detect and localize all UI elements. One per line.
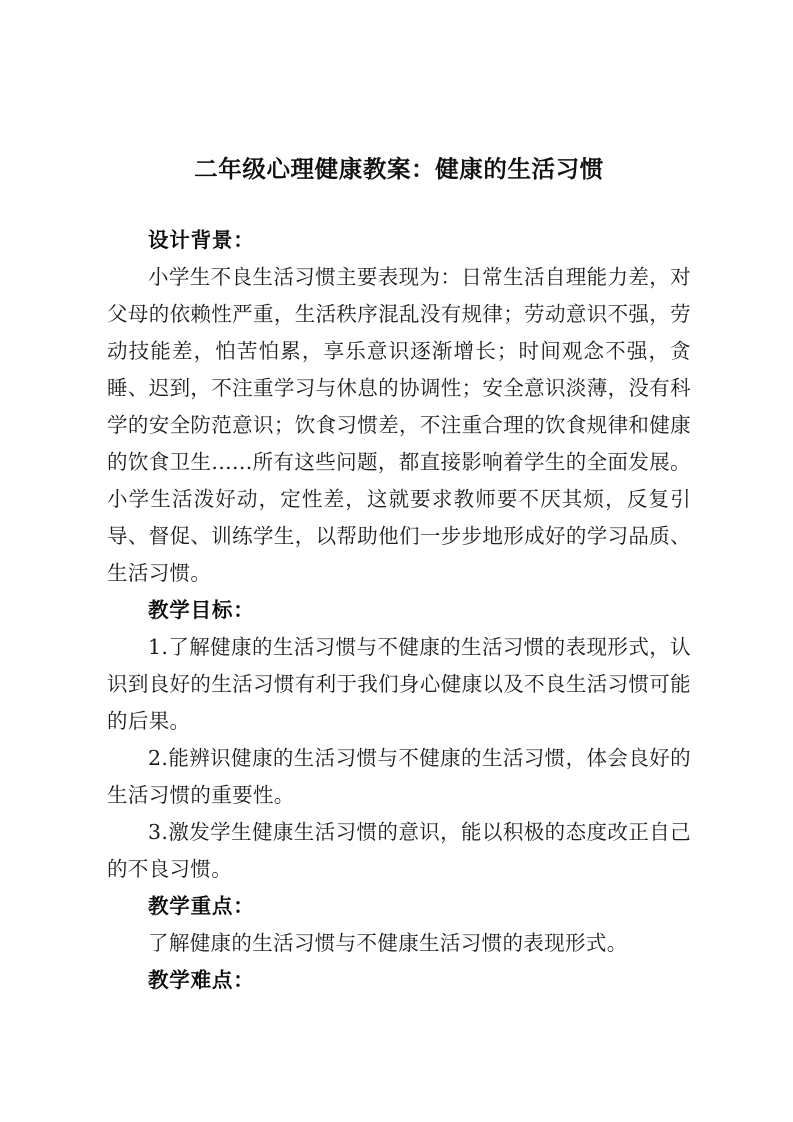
paragraph-teaching-focus: 了解健康的生活习惯与不健康生活习惯的表现形式。: [148, 931, 628, 955]
document-body: [107, 222, 691, 999]
section-heading-teaching-difficulty: 教学难点：: [148, 968, 255, 992]
section-heading-teaching-focus: 教学重点：: [148, 894, 255, 918]
objective-item-3: 3.激发学生健康生活习惯的意识，能以积极的态度改正自己的不良习惯。: [107, 820, 691, 881]
paragraph-design-background: 小学生不良生活习惯主要表现为：日常生活自理能力差，对父母的依赖性严重，生活秩序混乱没有规律；劳动意识不强，劳动技能差，怕苦怕累，享乐意识逐渐增长；时间观念不强，贪睡、迟到，不注重学习与休息的协调性；安全意识淡薄，没有科学的安全防范意识；饮食习惯差，不注重合理的饮食规律和健康的饮食卫生......所有这些问题，都直接影响着学生的全面发展。小学生活泼好动，定性差，这就要求教师要不厌其烦，反复引导、督促、训练学生，以帮助他们一步步地形成好的学习品质、生活习惯。: [107, 265, 691, 585]
section-heading-teaching-objectives: 教学目标：: [148, 598, 255, 622]
document-content: [107, 0, 691, 999]
objective-item-2: 2.能辨识健康的生活习惯与不健康的生活习惯，体会良好的生活习惯的重要性。: [107, 746, 691, 807]
page-title: 二年级心理健康教案：健康的生活习惯: [194, 155, 604, 183]
section-heading-design-background: 设计背景：: [148, 228, 255, 252]
objective-item-1: 1.了解健康的生活习惯与不健康的生活习惯的表现形式，认识到良好的生活习惯有利于我们身心健康以及不良生活习惯可能的后果。: [107, 635, 691, 733]
